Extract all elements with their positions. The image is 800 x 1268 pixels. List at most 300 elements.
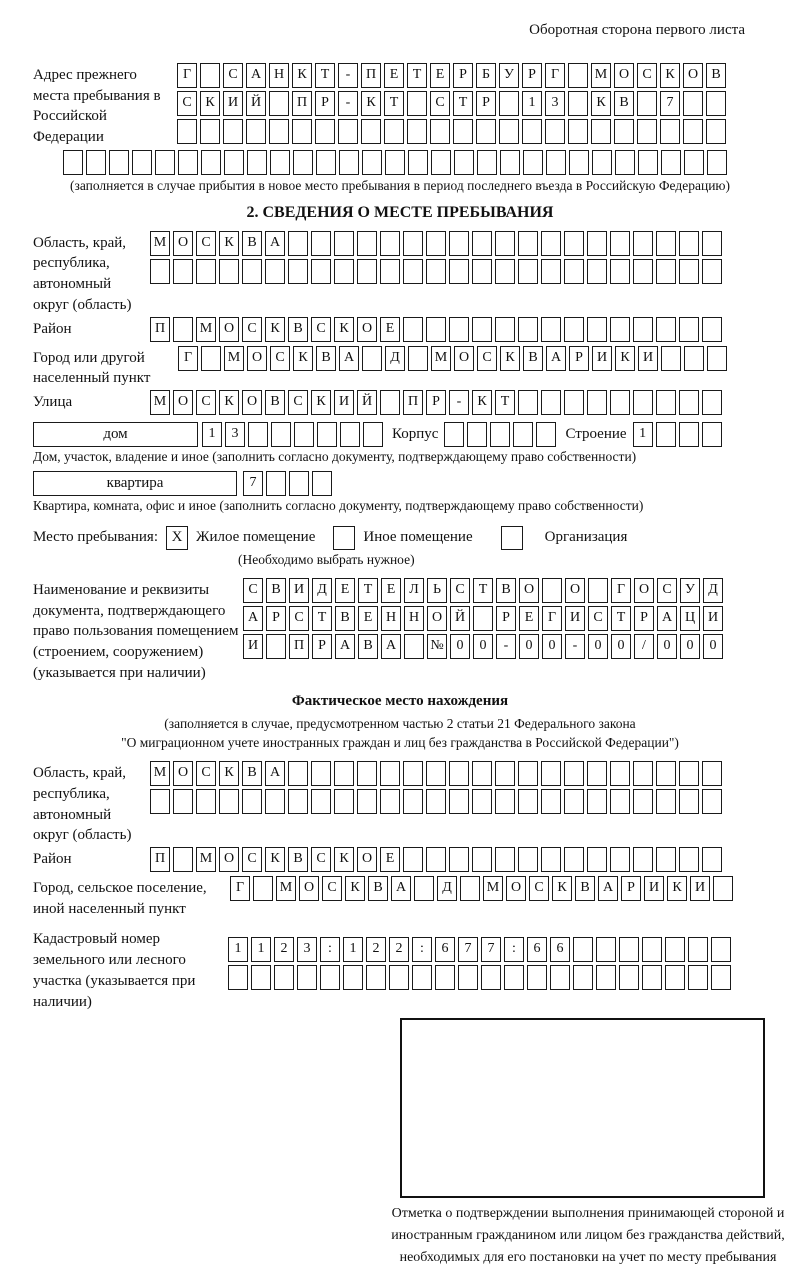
form-cell[interactable]: О (357, 847, 377, 872)
form-cell[interactable]: С (242, 847, 262, 872)
form-cell[interactable] (587, 847, 607, 872)
form-cell[interactable]: Е (384, 63, 404, 88)
form-cell[interactable]: С (657, 578, 677, 603)
form-cell[interactable] (196, 789, 216, 814)
form-cell[interactable]: М (196, 317, 216, 342)
form-cell[interactable]: 1 (202, 422, 222, 447)
form-cell[interactable]: 7 (458, 937, 478, 962)
form-cell[interactable] (266, 634, 286, 659)
form-cell[interactable] (311, 761, 331, 786)
form-cell[interactable] (541, 847, 561, 872)
form-cell[interactable]: К (293, 346, 313, 371)
form-cell[interactable] (541, 231, 561, 256)
form-cell[interactable] (683, 119, 703, 144)
form-cell[interactable]: К (200, 91, 220, 116)
form-cell[interactable] (500, 150, 520, 175)
form-cell[interactable] (637, 119, 657, 144)
form-cell[interactable] (380, 761, 400, 786)
form-cell[interactable] (661, 346, 681, 371)
form-cell[interactable] (472, 259, 492, 284)
form-cell[interactable]: 7 (660, 91, 680, 116)
form-cell[interactable] (315, 119, 335, 144)
form-cell[interactable]: 1 (522, 91, 542, 116)
form-cell[interactable]: С (637, 63, 657, 88)
form-cell[interactable] (297, 965, 317, 990)
form-cell[interactable] (702, 847, 722, 872)
form-cell[interactable] (449, 789, 469, 814)
form-cell[interactable]: Т (358, 578, 378, 603)
form-cell[interactable] (702, 317, 722, 342)
form-cell[interactable]: И (334, 390, 354, 415)
form-cell[interactable] (679, 422, 699, 447)
form-cell[interactable] (711, 937, 731, 962)
form-cell[interactable]: Т (315, 63, 335, 88)
form-cell[interactable] (541, 789, 561, 814)
form-cell[interactable]: С (242, 317, 262, 342)
form-cell[interactable] (385, 150, 405, 175)
form-cell[interactable] (545, 119, 565, 144)
form-cell[interactable]: О (519, 578, 539, 603)
form-cell[interactable]: В (523, 346, 543, 371)
form-cell[interactable] (357, 231, 377, 256)
form-cell[interactable] (707, 346, 727, 371)
form-cell[interactable] (656, 259, 676, 284)
form-cell[interactable] (412, 965, 432, 990)
form-cell[interactable] (702, 390, 722, 415)
form-cell[interactable] (541, 317, 561, 342)
form-cell[interactable]: - (338, 91, 358, 116)
form-cell[interactable]: С (529, 876, 549, 901)
form-cell[interactable] (588, 578, 608, 603)
form-cell[interactable] (109, 150, 129, 175)
form-cell[interactable]: С (450, 578, 470, 603)
form-cell[interactable] (288, 789, 308, 814)
form-cell[interactable] (449, 317, 469, 342)
form-cell[interactable] (362, 346, 382, 371)
form-cell[interactable]: А (381, 634, 401, 659)
form-cell[interactable]: Л (404, 578, 424, 603)
form-cell[interactable]: В (368, 876, 388, 901)
form-cell[interactable] (523, 150, 543, 175)
form-cell[interactable] (173, 317, 193, 342)
form-cell[interactable] (320, 965, 340, 990)
form-cell[interactable] (610, 259, 630, 284)
form-cell[interactable]: А (265, 761, 285, 786)
form-cell[interactable] (426, 761, 446, 786)
form-cell[interactable] (518, 761, 538, 786)
form-cell[interactable]: О (219, 317, 239, 342)
form-cell[interactable]: П (403, 390, 423, 415)
form-cell[interactable] (288, 761, 308, 786)
form-cell[interactable]: В (265, 390, 285, 415)
form-cell[interactable] (706, 91, 726, 116)
form-cell[interactable]: К (591, 91, 611, 116)
form-cell[interactable] (155, 150, 175, 175)
form-cell[interactable]: И (289, 578, 309, 603)
form-cell[interactable] (414, 876, 434, 901)
other-premises-checkbox[interactable] (333, 526, 355, 550)
form-cell[interactable]: М (483, 876, 503, 901)
form-cell[interactable] (266, 471, 286, 496)
form-cell[interactable]: С (430, 91, 450, 116)
form-cell[interactable] (200, 63, 220, 88)
form-cell[interactable] (569, 150, 589, 175)
form-cell[interactable] (361, 119, 381, 144)
form-cell[interactable]: Г (178, 346, 198, 371)
form-cell[interactable] (288, 231, 308, 256)
form-cell[interactable] (591, 119, 611, 144)
form-cell[interactable] (518, 789, 538, 814)
form-cell[interactable] (408, 346, 428, 371)
form-cell[interactable] (403, 259, 423, 284)
form-cell[interactable] (426, 317, 446, 342)
form-cell[interactable]: Е (519, 606, 539, 631)
form-cell[interactable] (196, 259, 216, 284)
form-cell[interactable] (274, 965, 294, 990)
form-cell[interactable]: Н (404, 606, 424, 631)
form-cell[interactable] (596, 965, 616, 990)
form-cell[interactable] (495, 789, 515, 814)
form-cell[interactable]: М (224, 346, 244, 371)
form-cell[interactable] (499, 91, 519, 116)
form-cell[interactable]: 0 (473, 634, 493, 659)
form-cell[interactable] (587, 231, 607, 256)
form-cell[interactable]: А (546, 346, 566, 371)
form-cell[interactable]: : (504, 937, 524, 962)
form-cell[interactable]: О (173, 761, 193, 786)
form-cell[interactable] (490, 422, 510, 447)
form-cell[interactable]: П (361, 63, 381, 88)
form-cell[interactable]: 0 (519, 634, 539, 659)
form-cell[interactable] (293, 150, 313, 175)
form-cell[interactable] (610, 390, 630, 415)
form-cell[interactable]: - (449, 390, 469, 415)
form-cell[interactable] (615, 150, 635, 175)
form-cell[interactable]: К (334, 317, 354, 342)
form-cell[interactable]: Н (269, 63, 289, 88)
form-cell[interactable] (638, 150, 658, 175)
form-cell[interactable]: Б (476, 63, 496, 88)
form-cell[interactable]: Т (473, 578, 493, 603)
form-cell[interactable]: И (243, 634, 263, 659)
form-cell[interactable] (270, 150, 290, 175)
form-cell[interactable] (408, 150, 428, 175)
form-cell[interactable]: М (196, 847, 216, 872)
form-cell[interactable]: К (292, 63, 312, 88)
form-cell[interactable] (334, 231, 354, 256)
form-cell[interactable] (633, 390, 653, 415)
form-cell[interactable] (404, 634, 424, 659)
form-cell[interactable]: К (615, 346, 635, 371)
form-cell[interactable] (684, 150, 704, 175)
form-cell[interactable]: Д (703, 578, 723, 603)
form-cell[interactable]: А (391, 876, 411, 901)
form-cell[interactable]: 3 (225, 422, 245, 447)
form-cell[interactable] (357, 761, 377, 786)
form-cell[interactable] (269, 91, 289, 116)
form-cell[interactable]: И (703, 606, 723, 631)
form-cell[interactable]: 0 (680, 634, 700, 659)
form-cell[interactable]: С (289, 606, 309, 631)
form-cell[interactable]: И (644, 876, 664, 901)
form-cell[interactable]: 3 (545, 91, 565, 116)
form-cell[interactable]: - (338, 63, 358, 88)
form-cell[interactable] (449, 847, 469, 872)
form-cell[interactable]: К (265, 317, 285, 342)
form-cell[interactable] (338, 119, 358, 144)
form-cell[interactable] (564, 761, 584, 786)
form-cell[interactable] (541, 390, 561, 415)
form-cell[interactable] (518, 231, 538, 256)
form-cell[interactable]: 0 (542, 634, 562, 659)
form-cell[interactable] (495, 317, 515, 342)
form-cell[interactable] (633, 789, 653, 814)
form-cell[interactable] (564, 231, 584, 256)
form-cell[interactable] (702, 789, 722, 814)
form-cell[interactable]: Е (430, 63, 450, 88)
form-cell[interactable]: В (242, 231, 262, 256)
form-cell[interactable] (592, 150, 612, 175)
form-cell[interactable] (683, 91, 703, 116)
form-cell[interactable]: А (657, 606, 677, 631)
form-cell[interactable]: О (454, 346, 474, 371)
form-cell[interactable] (403, 789, 423, 814)
form-cell[interactable]: А (265, 231, 285, 256)
form-cell[interactable] (477, 150, 497, 175)
form-cell[interactable]: Ь (427, 578, 447, 603)
form-cell[interactable] (334, 761, 354, 786)
form-cell[interactable] (265, 789, 285, 814)
form-cell[interactable] (688, 965, 708, 990)
form-cell[interactable]: Й (357, 390, 377, 415)
form-cell[interactable]: С (196, 231, 216, 256)
form-cell[interactable] (702, 761, 722, 786)
form-cell[interactable]: А (339, 346, 359, 371)
form-cell[interactable] (518, 317, 538, 342)
form-cell[interactable]: Т (453, 91, 473, 116)
form-cell[interactable] (316, 150, 336, 175)
form-cell[interactable] (518, 259, 538, 284)
form-cell[interactable] (564, 789, 584, 814)
form-cell[interactable]: О (173, 231, 193, 256)
form-cell[interactable]: К (660, 63, 680, 88)
form-cell[interactable] (389, 965, 409, 990)
form-cell[interactable]: О (242, 390, 262, 415)
form-cell[interactable]: У (680, 578, 700, 603)
form-cell[interactable]: В (496, 578, 516, 603)
form-cell[interactable] (454, 150, 474, 175)
form-cell[interactable]: - (565, 634, 585, 659)
form-cell[interactable]: 2 (274, 937, 294, 962)
form-cell[interactable] (513, 422, 533, 447)
form-cell[interactable] (610, 847, 630, 872)
form-cell[interactable] (614, 119, 634, 144)
form-cell[interactable]: К (334, 847, 354, 872)
form-cell[interactable]: В (288, 847, 308, 872)
form-cell[interactable] (403, 761, 423, 786)
form-cell[interactable]: К (219, 390, 239, 415)
form-cell[interactable]: К (552, 876, 572, 901)
form-cell[interactable] (656, 789, 676, 814)
form-cell[interactable] (334, 789, 354, 814)
form-cell[interactable]: 3 (297, 937, 317, 962)
form-cell[interactable]: К (219, 231, 239, 256)
form-cell[interactable]: С (177, 91, 197, 116)
form-cell[interactable] (713, 876, 733, 901)
form-cell[interactable]: Р (453, 63, 473, 88)
form-cell[interactable] (426, 847, 446, 872)
form-cell[interactable] (619, 965, 639, 990)
form-cell[interactable]: С (477, 346, 497, 371)
form-cell[interactable]: Е (335, 578, 355, 603)
form-cell[interactable] (568, 63, 588, 88)
dwelling-checkbox[interactable]: X (166, 526, 188, 550)
form-cell[interactable] (380, 390, 400, 415)
form-cell[interactable] (633, 231, 653, 256)
form-cell[interactable] (426, 259, 446, 284)
form-cell[interactable]: С (196, 390, 216, 415)
form-cell[interactable] (495, 231, 515, 256)
form-cell[interactable]: А (243, 606, 263, 631)
form-cell[interactable] (472, 231, 492, 256)
form-cell[interactable] (201, 346, 221, 371)
form-cell[interactable] (637, 91, 657, 116)
form-cell[interactable]: В (614, 91, 634, 116)
form-cell[interactable] (587, 789, 607, 814)
form-cell[interactable] (688, 937, 708, 962)
form-cell[interactable] (340, 422, 360, 447)
form-cell[interactable]: О (173, 390, 193, 415)
form-cell[interactable]: Р (266, 606, 286, 631)
form-cell[interactable] (679, 231, 699, 256)
form-cell[interactable] (312, 471, 332, 496)
form-cell[interactable] (633, 847, 653, 872)
form-cell[interactable]: : (320, 937, 340, 962)
form-cell[interactable]: О (357, 317, 377, 342)
form-cell[interactable] (564, 847, 584, 872)
form-cell[interactable] (711, 965, 731, 990)
form-cell[interactable]: Р (312, 634, 332, 659)
form-cell[interactable] (679, 390, 699, 415)
form-cell[interactable]: В (316, 346, 336, 371)
form-cell[interactable]: С (270, 346, 290, 371)
form-cell[interactable] (363, 422, 383, 447)
form-cell[interactable]: Р (569, 346, 589, 371)
form-cell[interactable]: 7 (481, 937, 501, 962)
form-cell[interactable]: О (614, 63, 634, 88)
form-cell[interactable] (248, 422, 268, 447)
form-cell[interactable] (472, 789, 492, 814)
form-cell[interactable] (656, 317, 676, 342)
form-cell[interactable]: 1 (251, 937, 271, 962)
form-cell[interactable]: В (266, 578, 286, 603)
form-cell[interactable] (223, 119, 243, 144)
form-cell[interactable]: И (592, 346, 612, 371)
form-cell[interactable] (472, 317, 492, 342)
form-cell[interactable] (265, 259, 285, 284)
form-cell[interactable]: К (500, 346, 520, 371)
form-cell[interactable] (219, 259, 239, 284)
form-cell[interactable]: О (565, 578, 585, 603)
form-cell[interactable] (63, 150, 83, 175)
form-cell[interactable] (460, 876, 480, 901)
form-cell[interactable]: Й (246, 91, 266, 116)
form-cell[interactable] (568, 91, 588, 116)
form-cell[interactable] (660, 119, 680, 144)
form-cell[interactable] (246, 119, 266, 144)
form-cell[interactable] (702, 259, 722, 284)
form-cell[interactable] (702, 231, 722, 256)
form-cell[interactable]: 1 (633, 422, 653, 447)
form-cell[interactable] (444, 422, 464, 447)
form-cell[interactable]: 7 (243, 471, 263, 496)
form-cell[interactable] (656, 847, 676, 872)
form-cell[interactable]: А (246, 63, 266, 88)
form-cell[interactable]: К (345, 876, 365, 901)
form-cell[interactable] (357, 259, 377, 284)
form-cell[interactable]: Р (634, 606, 654, 631)
form-cell[interactable]: Р (496, 606, 516, 631)
form-cell[interactable]: В (242, 761, 262, 786)
form-cell[interactable] (453, 119, 473, 144)
form-cell[interactable]: Г (177, 63, 197, 88)
form-cell[interactable]: Е (381, 578, 401, 603)
form-cell[interactable] (706, 119, 726, 144)
form-cell[interactable]: Д (385, 346, 405, 371)
form-cell[interactable]: И (223, 91, 243, 116)
form-cell[interactable]: Ц (680, 606, 700, 631)
form-cell[interactable] (228, 965, 248, 990)
form-cell[interactable] (656, 231, 676, 256)
form-cell[interactable] (504, 965, 524, 990)
form-cell[interactable]: О (219, 847, 239, 872)
form-cell[interactable]: С (196, 761, 216, 786)
form-cell[interactable] (472, 847, 492, 872)
form-cell[interactable] (499, 119, 519, 144)
form-cell[interactable] (200, 119, 220, 144)
form-cell[interactable] (435, 965, 455, 990)
form-cell[interactable] (587, 317, 607, 342)
form-cell[interactable] (150, 259, 170, 284)
form-cell[interactable]: 2 (389, 937, 409, 962)
form-cell[interactable]: М (591, 63, 611, 88)
form-cell[interactable]: О (427, 606, 447, 631)
form-cell[interactable] (384, 119, 404, 144)
form-cell[interactable] (403, 847, 423, 872)
form-cell[interactable] (251, 965, 271, 990)
form-cell[interactable] (449, 761, 469, 786)
form-cell[interactable]: Т (407, 63, 427, 88)
form-cell[interactable] (467, 422, 487, 447)
form-cell[interactable] (596, 937, 616, 962)
form-cell[interactable] (656, 761, 676, 786)
form-cell[interactable] (573, 937, 593, 962)
form-cell[interactable]: К (265, 847, 285, 872)
form-cell[interactable] (288, 259, 308, 284)
form-cell[interactable] (311, 259, 331, 284)
form-cell[interactable] (642, 965, 662, 990)
form-cell[interactable]: Г (545, 63, 565, 88)
form-cell[interactable] (334, 259, 354, 284)
form-cell[interactable]: Е (380, 847, 400, 872)
form-cell[interactable] (610, 231, 630, 256)
form-cell[interactable]: С (223, 63, 243, 88)
form-cell[interactable]: В (358, 634, 378, 659)
form-cell[interactable] (610, 317, 630, 342)
form-cell[interactable]: П (292, 91, 312, 116)
form-cell[interactable]: О (299, 876, 319, 901)
form-cell[interactable] (178, 150, 198, 175)
